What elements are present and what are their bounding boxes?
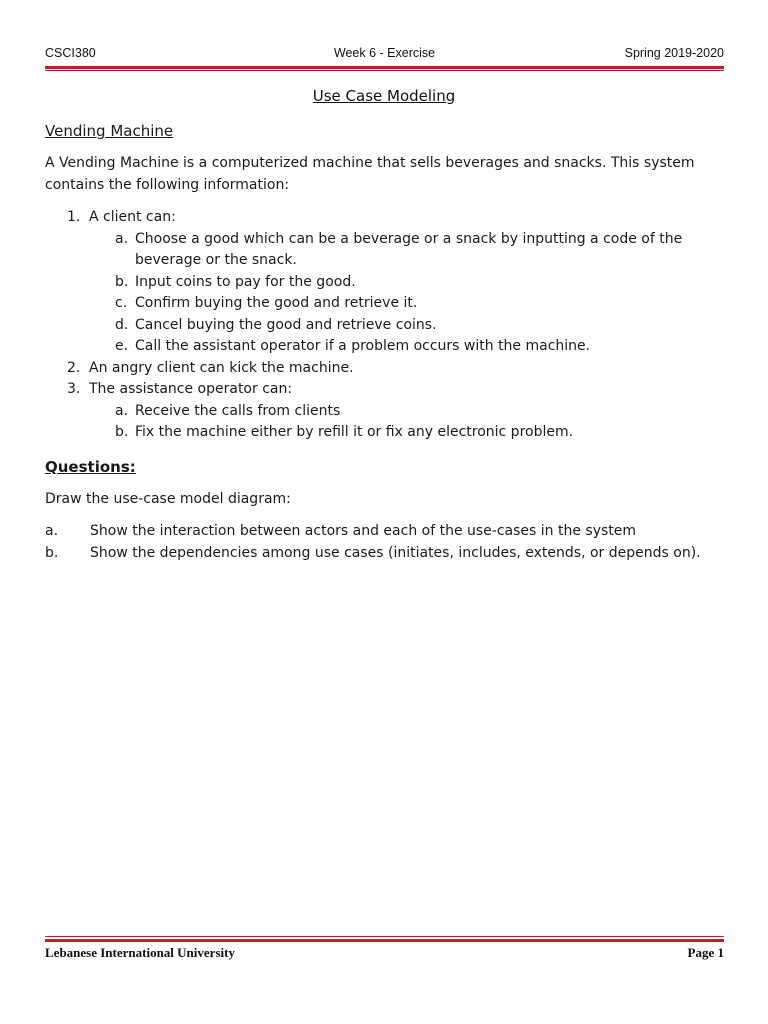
sub-list xyxy=(89,401,725,444)
sub-list-item-text: Receive the calls from clients xyxy=(135,402,341,419)
sub-list-letter: e. xyxy=(115,338,129,354)
question-letter: a. xyxy=(45,523,59,539)
sub-list-item xyxy=(89,315,725,337)
requirements-list xyxy=(45,207,725,444)
week-label: Week 6 - Exercise xyxy=(333,46,436,60)
sub-list-item xyxy=(89,336,725,358)
sub-list-item xyxy=(89,229,725,272)
sub-list-letter: b. xyxy=(115,424,129,440)
questions-list xyxy=(45,521,725,564)
sub-list-item xyxy=(89,422,725,444)
list-item xyxy=(45,358,725,380)
list-item xyxy=(45,207,725,358)
list-number: 1. xyxy=(67,209,81,225)
list-item-text: The assistance operator can: xyxy=(89,381,293,397)
sub-list-item-text: Input coins to pay for the good. xyxy=(135,273,356,290)
questions-intro: Draw the use-case model diagram: xyxy=(45,490,291,507)
question-letter: b. xyxy=(45,544,59,561)
question-text: Show the interaction between actors and each of the use-cases in the system xyxy=(90,523,637,539)
sub-list-item xyxy=(89,293,725,315)
semester-label: Spring 2019-2020 xyxy=(624,46,724,60)
list-number: 3. xyxy=(67,381,81,397)
sub-list-item xyxy=(89,272,725,294)
sub-list-item-text: Cancel buying the good and retrieve coins. xyxy=(135,316,437,333)
sub-list-letter: a. xyxy=(115,402,129,419)
intro-paragraph: A Vending Machine is a computerized machine that sells beverages and snacks. This system contains the following information: xyxy=(45,155,695,193)
section-heading-questions: Questions: xyxy=(45,457,136,476)
sub-list-letter: d. xyxy=(115,316,129,333)
document-title: Use Case Modeling xyxy=(312,87,456,105)
question-item xyxy=(45,543,725,565)
course-code: CSCI380 xyxy=(45,46,96,60)
question-item xyxy=(45,521,725,543)
sub-list-letter: c. xyxy=(115,295,128,311)
list-item-text: A client can: xyxy=(89,209,176,225)
list-number: 2. xyxy=(67,359,81,376)
footer-divider-thick xyxy=(45,939,724,942)
sub-list-item-text: Choose a good which can be a beverage or a snack by inputting a code of the beverage or the snack. xyxy=(135,230,683,268)
list-item-text: An angry client can kick the machine. xyxy=(89,359,354,376)
question-text: Show the dependencies among use cases (initiates, includes, extends, or depends on). xyxy=(90,544,701,561)
sub-list-item xyxy=(89,401,725,423)
page-footer xyxy=(45,945,724,963)
page-header xyxy=(45,46,724,64)
footer-divider-thin xyxy=(45,936,724,937)
sub-list xyxy=(89,229,725,358)
page-number: Page 1 xyxy=(687,945,724,960)
section-heading-vending-machine: Vending Machine xyxy=(45,122,174,140)
sub-list-item-text: Call the assistant operator if a problem occurs with the machine. xyxy=(135,338,591,354)
list-item xyxy=(45,379,725,444)
header-divider-thin xyxy=(45,70,724,71)
sub-list-letter: a. xyxy=(115,230,129,247)
sub-list-letter: b. xyxy=(115,273,129,290)
university-name: Lebanese International University xyxy=(45,945,235,960)
document-body xyxy=(45,120,725,564)
header-divider-thick xyxy=(45,66,724,69)
sub-list-item-text: Confirm buying the good and retrieve it. xyxy=(135,295,418,311)
sub-list-item-text: Fix the machine either by refill it or fix any electronic problem. xyxy=(135,424,574,440)
